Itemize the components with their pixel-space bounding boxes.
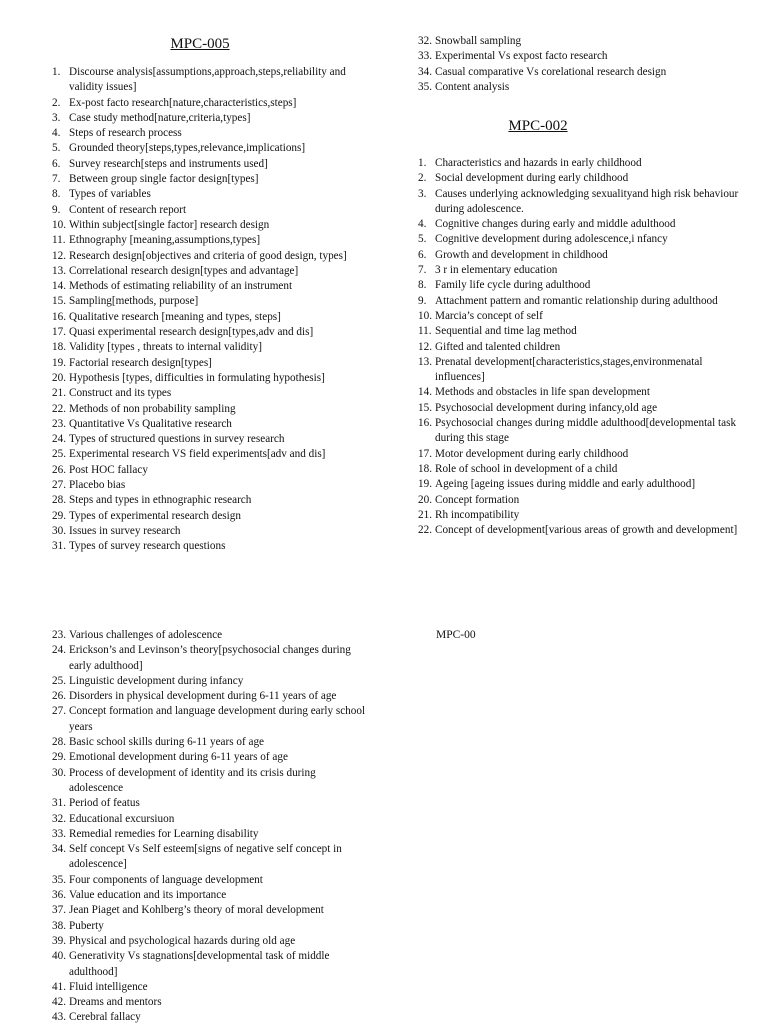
list-item	[52, 111, 370, 126]
item-text: Disorders in physical development during 6-11 years of age	[69, 690, 337, 703]
list-item	[52, 325, 370, 340]
list-item	[52, 766, 370, 797]
item-number: 30.	[52, 766, 66, 779]
item-number: 24.	[52, 433, 66, 446]
list-item	[418, 416, 753, 447]
item-text: Correlational research design[types and advantage]	[69, 264, 299, 277]
list-item	[52, 356, 370, 371]
item-text: Family life cycle during adulthood	[435, 279, 591, 292]
item-number: 21.	[418, 508, 432, 521]
item-number: 17.	[52, 326, 66, 339]
item-text: Qualitative research [meaning and types, steps]	[69, 310, 281, 323]
item-text: Prenatal development[characteristics,stages,environmenatal influences]	[435, 355, 703, 384]
item-text: Marcia’s concept of self	[435, 309, 543, 322]
list-item	[418, 248, 753, 263]
item-text: Social development during early childhood	[435, 172, 629, 185]
item-text: Concept formation	[435, 493, 520, 506]
item-number: 30.	[52, 524, 66, 537]
item-text: Cerebral fallacy	[69, 1011, 141, 1024]
list-item	[418, 508, 753, 523]
item-number: 31.	[52, 797, 66, 810]
item-text: Quantitative Vs Qualitative research	[69, 417, 232, 430]
item-text: Physical and psychological hazards during old age	[69, 934, 296, 947]
item-text: 3 r in elementary education	[435, 264, 558, 277]
list-item	[52, 509, 370, 524]
item-text: Snowball sampling	[435, 35, 522, 47]
item-number: 23.	[52, 417, 66, 430]
list-item	[418, 156, 753, 171]
list-item	[52, 842, 370, 873]
item-text: Period of featus	[69, 797, 140, 810]
item-number: 43.	[52, 1011, 66, 1024]
list-item	[52, 704, 370, 735]
item-text: Hypothesis [types, difficulties in formulating hypothesis]	[69, 371, 325, 384]
mpc002-list-b	[52, 628, 370, 1026]
item-text: Content of research report	[69, 203, 187, 216]
item-number: 42.	[52, 996, 66, 1009]
item-number: 11.	[418, 325, 432, 338]
item-text: Ethnography [meaning,assumptions,types]	[69, 234, 261, 247]
item-text: Types of experimental research design	[69, 509, 241, 522]
list-item	[52, 827, 370, 842]
item-number: 38.	[52, 919, 66, 932]
item-number: 29.	[52, 751, 66, 764]
item-number: 20.	[52, 371, 66, 384]
list-item	[418, 401, 753, 416]
list-item	[52, 1010, 370, 1025]
item-text: Cognitive changes during early and middle adulthood	[435, 218, 676, 231]
item-text: Types of variables	[69, 188, 151, 201]
item-number: 26.	[52, 690, 66, 703]
item-text: Value education and its importance	[69, 889, 227, 902]
list-item	[52, 873, 370, 888]
item-text: Methods and obstacles in life span development	[435, 386, 650, 399]
item-text: Cognitive development during adolescence,i nfancy	[435, 233, 668, 246]
list-item	[418, 80, 748, 95]
item-text: Process of development of identity and its crisis during adolescence	[69, 766, 316, 794]
item-text: Erickson’s and Levinson’s theory[psychosocial changes during early adulthood]	[69, 644, 351, 672]
item-text: Casual comparative Vs corelational research design	[435, 65, 667, 78]
list-item	[52, 402, 370, 417]
item-text: Grounded theory[steps,types,relevance,implications]	[69, 142, 306, 155]
item-text: Four components of language development	[69, 873, 263, 886]
item-number: 40.	[52, 950, 66, 963]
item-text: Experimental research VS field experiments[adv and dis]	[69, 448, 326, 461]
list-item	[418, 217, 753, 232]
item-number: 24.	[52, 644, 66, 657]
list-item	[418, 65, 748, 80]
item-number: 19.	[418, 478, 432, 491]
mpc005-list-b	[418, 34, 748, 95]
list-item	[52, 65, 370, 96]
list-item	[52, 233, 370, 248]
item-number: 5.	[418, 233, 427, 246]
list-item	[52, 812, 370, 827]
item-number: 9.	[418, 294, 427, 307]
item-text: Within subject[single factor] research design	[69, 218, 270, 231]
list-item	[52, 919, 370, 934]
item-number: 3.	[418, 187, 427, 200]
list-item	[52, 386, 370, 401]
item-text: Generativity Vs stagnations[developmental task of middle adulthood]	[69, 950, 330, 978]
list-item	[52, 478, 370, 493]
item-text: Case study method[nature,criteria,types]	[69, 111, 251, 124]
item-number: 18.	[418, 462, 432, 475]
item-number: 6.	[418, 248, 427, 261]
item-number: 29.	[52, 509, 66, 522]
item-number: 19.	[52, 356, 66, 369]
item-text: Linguistic development during infancy	[69, 674, 244, 687]
item-number: 15.	[418, 401, 432, 414]
list-item	[52, 279, 370, 294]
list-item	[52, 340, 370, 355]
item-text: Factorial research design[types]	[69, 356, 212, 369]
item-text: Quasi experimental research design[types,adv and dis]	[69, 326, 314, 339]
item-number: 27.	[52, 479, 66, 492]
item-number: 9.	[52, 203, 61, 216]
mpc005-title: MPC-005	[170, 36, 230, 52]
item-number: 16.	[52, 310, 66, 323]
item-number: 4.	[418, 218, 427, 231]
item-number: 20.	[418, 493, 432, 506]
list-item	[52, 249, 370, 264]
item-text: Dreams and mentors	[69, 996, 162, 1009]
list-item	[52, 264, 370, 279]
list-item	[52, 218, 370, 233]
item-text: Characteristics and hazards in early childhood	[435, 157, 642, 169]
item-text: Remedial remedies for Learning disability	[69, 827, 259, 840]
item-text: Research design[objectives and criteria of good design, types]	[69, 249, 347, 262]
list-item	[418, 493, 753, 508]
item-text: Steps and types in ethnographic research	[69, 494, 252, 507]
item-number: 39.	[52, 934, 66, 947]
list-item	[52, 310, 370, 325]
item-number: 2.	[418, 172, 427, 185]
item-number: 13.	[418, 355, 432, 368]
item-text: Various challenges of adolescence	[69, 629, 223, 641]
list-item	[52, 371, 370, 386]
item-number: 22.	[418, 524, 432, 537]
item-number: 14.	[52, 280, 66, 293]
item-number: 8.	[52, 188, 61, 201]
item-number: 7.	[418, 264, 427, 277]
mpc002-list-a	[418, 156, 753, 538]
list-item	[52, 735, 370, 750]
item-number: 3.	[52, 111, 61, 124]
item-number: 16.	[418, 417, 432, 430]
list-item	[418, 340, 753, 355]
list-item	[418, 309, 753, 324]
item-number: 6.	[52, 157, 61, 170]
list-item	[418, 171, 753, 186]
list-item	[52, 995, 370, 1010]
item-text: Role of school in development of a child	[435, 462, 618, 475]
list-item	[418, 355, 753, 386]
list-item	[418, 324, 753, 339]
item-text: Jean Piaget and Kohlberg’s theory of moral development	[69, 904, 324, 917]
item-number: 5.	[52, 142, 61, 155]
item-number: 41.	[52, 980, 66, 993]
item-number: 10.	[418, 309, 432, 322]
list-item	[52, 294, 370, 309]
list-item	[52, 157, 370, 172]
item-text: Attachment pattern and romantic relationship during adulthood	[435, 294, 718, 307]
item-text: Psychosocial changes during middle adulthood[developmental task during this stage	[435, 417, 737, 445]
item-text: Discourse analysis[assumptions,approach,steps,reliability and validity issues]	[69, 66, 346, 94]
item-number: 10.	[52, 218, 66, 231]
item-number: 33.	[418, 50, 432, 63]
item-text: Ex-post facto research[nature,characteristics,steps]	[69, 96, 297, 109]
list-item	[418, 294, 753, 309]
item-number: 37.	[52, 904, 66, 917]
item-text: Basic school skills during 6-11 years of age	[69, 736, 265, 749]
item-number: 25.	[52, 448, 66, 461]
item-number: 31.	[52, 540, 66, 553]
list-item	[52, 643, 370, 674]
list-item	[418, 523, 753, 538]
item-text: Causes underlying acknowledging sexualityand high risk behaviour during adolescence.	[435, 187, 739, 215]
item-number: 13.	[52, 264, 66, 277]
item-text: Self concept Vs Self esteem[signs of negative self concept in adolescence]	[69, 843, 342, 871]
list-item	[52, 417, 370, 432]
list-item	[52, 187, 370, 202]
item-text: Placebo bias	[69, 479, 126, 492]
item-number: 1.	[52, 66, 61, 78]
item-text: Ageing [ageing issues during middle and early adulthood]	[435, 478, 696, 491]
list-item	[418, 477, 753, 492]
item-text: Sequential and time lag method	[435, 325, 577, 338]
list-item	[52, 949, 370, 980]
item-text: Puberty	[69, 919, 104, 932]
list-item	[52, 141, 370, 156]
item-text: Issues in survey research	[69, 524, 181, 537]
item-text: Post HOC fallacy	[69, 463, 148, 476]
item-number: 32.	[52, 812, 66, 825]
item-number: 34.	[418, 65, 432, 78]
item-number: 23.	[52, 629, 66, 641]
item-text: Content analysis	[435, 80, 510, 93]
item-number: 17.	[418, 447, 432, 460]
list-item	[52, 539, 370, 554]
item-number: 18.	[52, 341, 66, 354]
item-number: 4.	[52, 127, 61, 140]
list-item	[418, 462, 753, 477]
mpc005-list-a	[52, 65, 370, 555]
item-text: Concept formation and language development during early school years	[69, 705, 366, 733]
item-text: Psychosocial development during infancy,old age	[435, 401, 658, 414]
item-text: Motor development during early childhood	[435, 447, 629, 460]
item-number: 11.	[52, 234, 66, 247]
item-text: Experimental Vs expost facto research	[435, 50, 608, 63]
item-number: 35.	[418, 80, 432, 93]
item-number: 28.	[52, 736, 66, 749]
list-item	[418, 232, 753, 247]
list-item	[52, 903, 370, 918]
item-number: 32.	[418, 35, 432, 47]
item-text: Types of structured questions in survey research	[69, 433, 285, 446]
list-item	[52, 674, 370, 689]
item-number: 14.	[418, 386, 432, 399]
list-item	[52, 750, 370, 765]
item-number: 27.	[52, 705, 66, 718]
list-item	[52, 493, 370, 508]
list-item	[52, 796, 370, 811]
item-number: 15.	[52, 295, 66, 308]
list-item	[418, 34, 748, 49]
item-number: 1.	[418, 157, 427, 169]
list-item	[52, 126, 370, 141]
item-number: 21.	[52, 387, 66, 400]
item-text: Rh incompatibility	[435, 508, 520, 521]
item-number: 34.	[52, 843, 66, 856]
item-text: Educational excursiuon	[69, 812, 175, 825]
item-text: Methods of estimating reliability of an instrument	[69, 280, 293, 293]
item-number: 26.	[52, 463, 66, 476]
list-item	[52, 203, 370, 218]
item-number: 22.	[52, 402, 66, 415]
list-item	[418, 263, 753, 278]
mpc00-label: MPC-00	[436, 629, 476, 641]
list-item	[52, 432, 370, 447]
item-text: Construct and its types	[69, 387, 172, 400]
list-item	[52, 447, 370, 462]
item-number: 12.	[52, 249, 66, 262]
item-text: Sampling[methods, purpose]	[69, 295, 199, 308]
item-number: 28.	[52, 494, 66, 507]
list-item	[52, 463, 370, 478]
list-item	[52, 628, 370, 643]
list-item	[52, 888, 370, 903]
list-item	[52, 172, 370, 187]
item-text: Growth and development in childhood	[435, 248, 608, 261]
item-number: 7.	[52, 173, 61, 186]
item-number: 25.	[52, 674, 66, 687]
list-item	[52, 96, 370, 111]
list-item	[418, 385, 753, 400]
list-item	[52, 689, 370, 704]
list-item	[418, 447, 753, 462]
item-number: 2.	[52, 96, 61, 109]
item-number: 36.	[52, 889, 66, 902]
list-item	[418, 278, 753, 293]
item-text: Types of survey research questions	[69, 540, 226, 553]
list-item	[418, 187, 753, 218]
item-text: Emotional development during 6-11 years of age	[69, 751, 288, 764]
item-text: Gifted and talented children	[435, 340, 561, 353]
item-number: 8.	[418, 279, 427, 292]
item-text: Methods of non probability sampling	[69, 402, 236, 415]
item-number: 35.	[52, 873, 66, 886]
list-item	[52, 524, 370, 539]
mpc002-title: MPC-002	[508, 118, 568, 134]
item-text: Fluid intelligence	[69, 980, 148, 993]
list-item	[52, 934, 370, 949]
list-item	[418, 49, 748, 64]
item-text: Concept of development[various areas of growth and development]	[435, 524, 738, 537]
item-text: Between group single factor design[types]	[69, 173, 259, 186]
item-text: Validity [types , threats to internal validity]	[69, 341, 262, 354]
list-item	[52, 980, 370, 995]
item-text: Steps of research process	[69, 127, 182, 140]
item-number: 12.	[418, 340, 432, 353]
item-text: Survey research[steps and instruments used]	[69, 157, 268, 170]
item-number: 33.	[52, 827, 66, 840]
